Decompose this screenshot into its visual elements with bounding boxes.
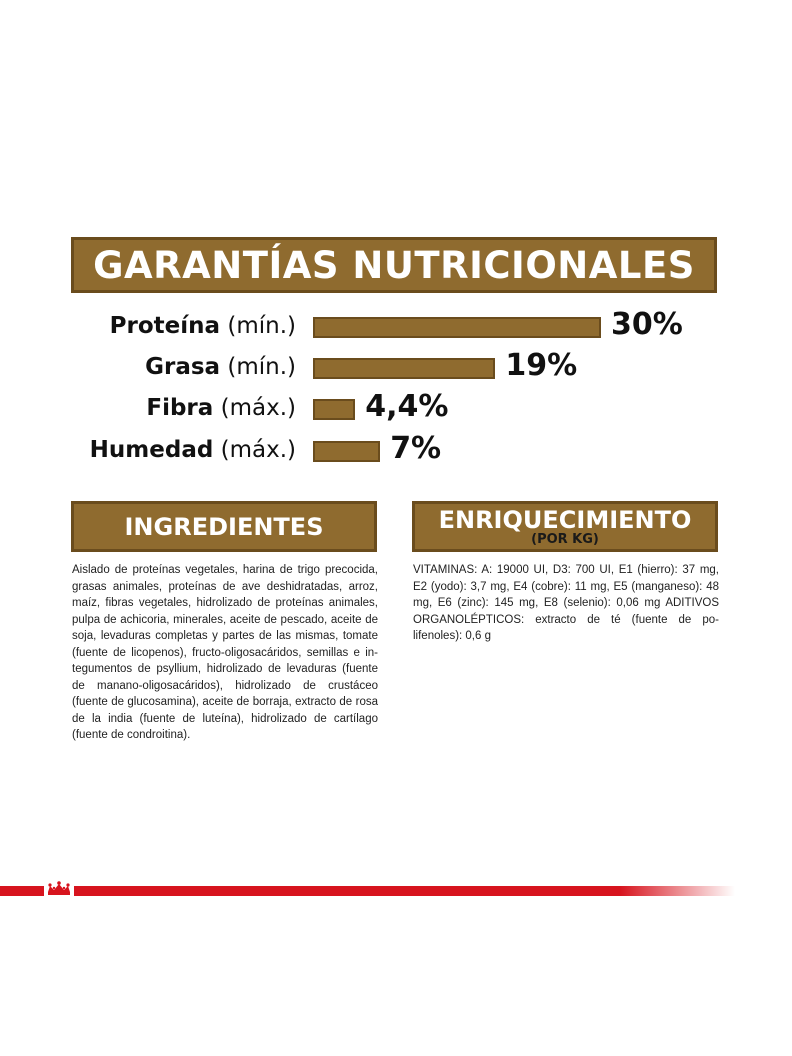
nutrient-name: Fibra [146,395,214,421]
nutrient-name: Humedad [89,437,214,463]
enrichment-subheading: (POR KG) [531,531,599,547]
nutrient-label [145,354,296,380]
nutrient-label [146,395,296,421]
nutrient-bar [313,358,495,379]
nutrient-row [0,433,792,473]
nutrient-bar [313,441,380,462]
page-title: GARANTÍAS NUTRICIONALES [93,243,695,287]
nutrient-value-label: 4,4% [365,389,449,424]
nutrient-qualifier: (máx.) [213,395,296,421]
ingredients-header [71,501,377,552]
ingredients-text: Aislado de proteínas vegetales, harina de trigo precocida, grasas animales, proteínas de ave deshidratadas, arroz, maíz, fibras vegetales, hidrolizado de proteínas animales, pulpa de achicoria, minerales, aceite de pescado, aceite de soja, levaduras completas y partes de las mismas, tomate (fuente de licopenos), fructo-oligosacáridos, semillas e in-tegumentos de psyllium, hidrolizado de levaduras (fuente de manano-oligosacáridos), hidrolizado de crustáceo (fuente de glucosamina), aceite de borraja, extracto de rosa de la india (fuente de luteína), hidrolizado de cartílago (fuente de condroitina). [72,564,378,741]
nutrient-name: Proteína [109,313,221,339]
ingredients-heading: INGREDIENTES [124,512,324,541]
enrichment-text: VITAMINAS: A: 19000 UI, D3: 700 UI, E1 (hierro): 37 mg, E2 (yodo): 3,7 mg, E4 (cobre): 11 mg, E5 (manganeso): 48 mg, E6 (zinc): 145 mg, E8 (selenio): 0,06 mg ADITIVOS ORGANOLÉPTICOS: extracto de té (fuente de po-lifenoles): 0,6 g [413,564,719,642]
footer-line [74,886,620,896]
crown-icon [44,880,74,900]
nutrient-row [0,391,792,431]
nutrient-row [0,350,792,390]
nutrient-label [90,437,296,463]
nutrient-bar [313,399,355,420]
nutrient-qualifier: (mín.) [220,354,296,380]
nutrient-qualifier: (máx.) [213,437,296,463]
enrichment-heading: ENRIQUECIMIENTO [438,505,692,534]
nutrient-value-label: 19% [505,348,578,383]
nutrient-value-label: 7% [390,431,442,466]
title-banner [71,237,717,293]
nutrient-value-label: 30% [611,307,683,342]
nutrient-bar [313,317,601,338]
nutrient-qualifier: (mín.) [220,313,296,339]
nutrient-name: Grasa [145,354,221,380]
footer-line-fade [620,886,735,896]
nutrient-label [110,313,296,339]
footer-line-left [0,886,44,896]
nutrient-row [0,309,792,349]
enrichment-header [412,501,718,552]
